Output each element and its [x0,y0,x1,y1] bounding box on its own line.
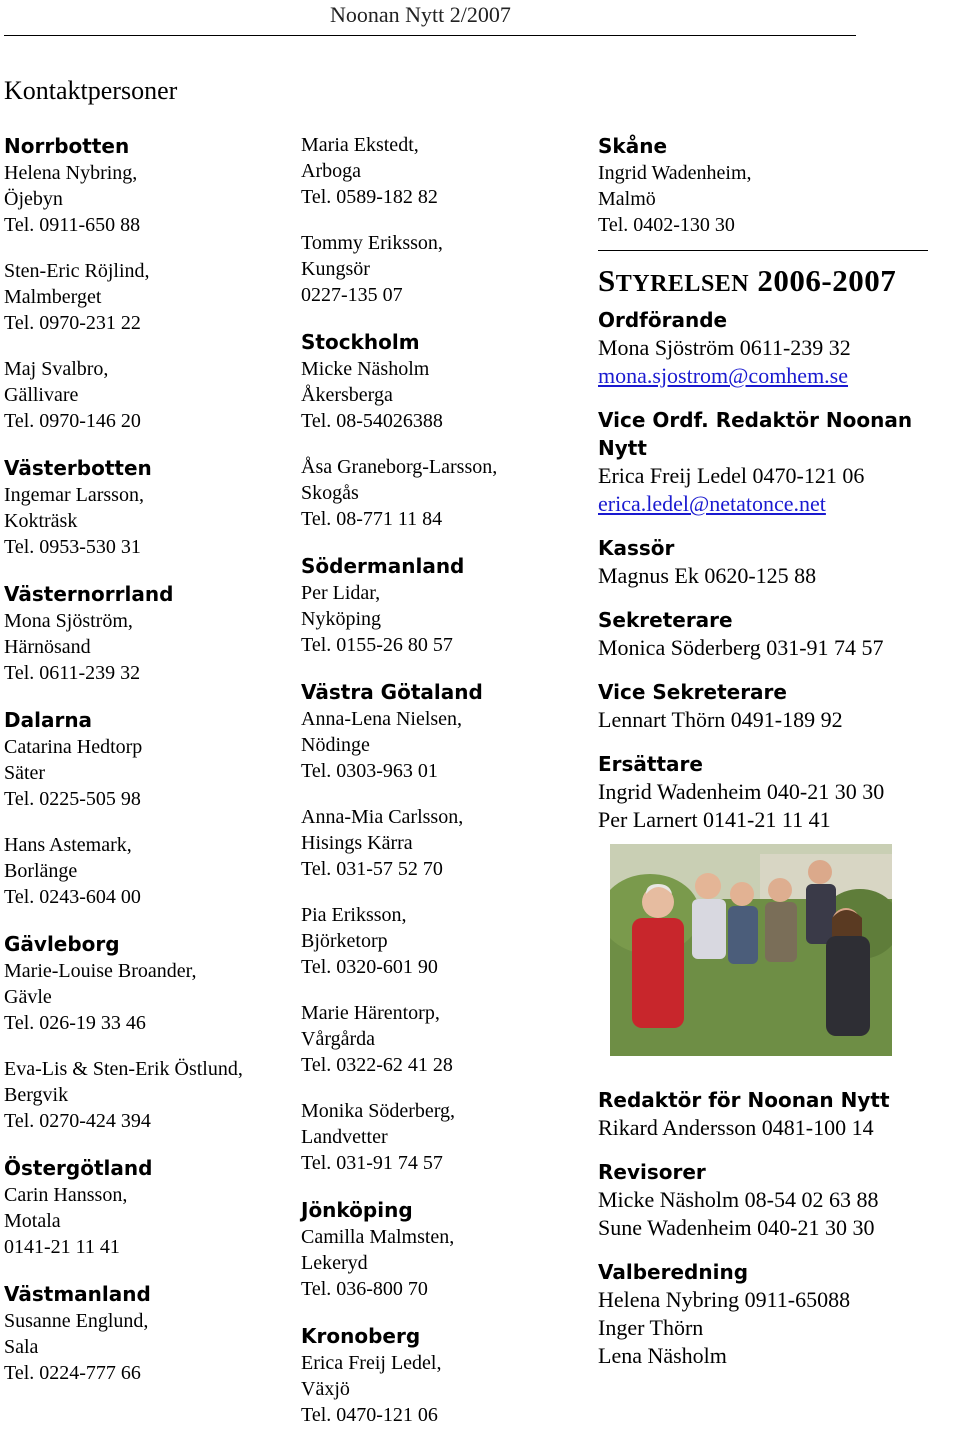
region-heading: Östergötland [4,1156,153,1180]
contact-line: Åkersberga [301,384,393,406]
contact-line: Erica Freij Ledel, [301,1352,442,1374]
board-role-title: Ordförande [598,308,728,332]
contact-line: 0227-135 07 [301,284,403,306]
contact-entry [301,552,591,658]
entry-spacer [4,1134,294,1154]
board-group-photo [610,844,892,1056]
contact-line: 0141-21 11 41 [4,1236,120,1258]
board-role-entry [598,1258,958,1370]
contact-entry [301,1098,591,1176]
region-heading: Jönköping [301,1198,413,1222]
board-role-title: Kassör [598,536,675,560]
region-heading: Gävleborg [4,932,120,956]
page-title: Kontaktpersoner [4,76,178,105]
contact-line: Camilla Malmsten, [301,1226,455,1248]
board-title-years: 2006-2007 [749,263,897,298]
region-heading: Skåne [598,134,668,158]
contact-line: Hans Astemark, [4,834,132,856]
board-member-line: Ingrid Wadenheim 040-21 30 30 [598,779,885,804]
contact-line: Tel. 026-19 33 46 [4,1012,146,1034]
contact-line: Nödinge [301,734,370,756]
contact-entry [4,706,294,812]
contact-line: Åsa Graneborg-Larsson, [301,456,498,478]
contact-line: Tel. 0470-121 06 [301,1404,438,1426]
contact-entry [4,1154,294,1260]
entry-spacer [301,532,591,552]
contact-line: Kokträsk [4,510,78,532]
contact-line: Carin Hansson, [4,1184,128,1206]
contact-line: Tel. 031-91 74 57 [301,1152,443,1174]
email-link[interactable]: mona.sjostrom@comhem.se [598,363,849,388]
entry-spacer [301,308,591,328]
contact-entry [301,132,591,210]
contact-line: Växjö [301,1378,350,1400]
contact-line: Tel. 08-54026388 [301,410,443,432]
contact-line: Tel. 0270-424 394 [4,1110,151,1132]
contact-line: Hisings Kärra [301,832,413,854]
board-role-title: Ersättare [598,752,703,776]
contact-entry [4,132,294,238]
board-role-title: Redaktör för Noonan Nytt [598,1088,890,1112]
contact-line: Maj Svalbro, [4,358,109,380]
board-member-line: Helena Nybring 0911-65088 [598,1287,851,1312]
board-title-caps: TYRELSEN [615,271,750,297]
contact-line: Tel. 0911-650 88 [4,214,141,236]
entry-spacer [301,658,591,678]
contact-line: Nyköping [301,608,381,630]
contact-line: Pia Eriksson, [301,904,407,926]
contact-line: Tommy Eriksson, [301,232,443,254]
region-heading: Kronoberg [301,1324,421,1348]
contact-line: Anna-Mia Carlsson, [301,806,464,828]
board-member-line: Inger Thörn [598,1315,704,1340]
contact-line: Tel. 0589-182 82 [301,186,438,208]
board-roles-extra [598,1086,958,1370]
board-divider [598,250,928,251]
contact-line: Mona Sjöström, [4,610,133,632]
contact-line: Tel. 0322-62 41 28 [301,1054,453,1076]
contact-line: Catarina Hedtorp [4,736,143,758]
entry-spacer [4,910,294,930]
board-member-line: Mona Sjöström 0611-239 32 [598,335,851,360]
contact-line: Tel. 0402-130 30 [598,214,735,236]
contact-line: Malmö [598,188,656,210]
contact-line: Tel. 0970-231 22 [4,312,141,334]
contact-line: Tel. 036-800 70 [301,1278,428,1300]
contact-line: Malmberget [4,286,102,308]
contact-entry [4,832,294,910]
entry-spacer [4,686,294,706]
board-role-entry [598,1158,958,1242]
board-role-entry [598,534,958,590]
contact-column-2 [301,132,591,1428]
contact-line: Lekeryd [301,1252,368,1274]
contact-entry [301,804,591,882]
contact-entry [301,328,591,434]
entry-spacer [301,784,591,804]
board-role-entry [598,678,958,734]
entry-spacer [4,336,294,356]
contact-line: Säter [4,762,46,784]
region-heading: Västernorrland [4,582,174,606]
contact-line: Tel. 0155-26 80 57 [301,634,453,656]
board-title [598,261,958,304]
contact-entry [4,580,294,686]
region-heading: Stockholm [301,330,420,354]
board-member-line: Magnus Ek 0620-125 88 [598,563,817,588]
page-header: Noonan Nytt 2/2007 [330,2,511,27]
contact-line: Sala [4,1336,39,1358]
board-role-title: Vice Sekreterare [598,680,787,704]
contact-entry [301,902,591,980]
entry-spacer [301,1078,591,1098]
contact-line: Helena Nybring, [4,162,138,184]
contact-entry [4,930,294,1036]
contact-line: Gällivare [4,384,79,406]
contact-line: Tel. 0224-777 66 [4,1362,141,1384]
board-member-line: Per Larnert 0141-21 11 41 [598,807,831,832]
contact-line: Björketorp [301,930,388,952]
contact-line: Ingemar Larsson, [4,484,144,506]
contact-entry [301,454,591,532]
board-member-line: Lennart Thörn 0491-189 92 [598,707,843,732]
board-member-line: Sune Wadenheim 040-21 30 30 [598,1215,875,1240]
entry-spacer [301,1176,591,1196]
contact-line: Öjebyn [4,188,63,210]
board-role-entry [598,306,958,390]
contact-line: Micke Näsholm [301,358,430,380]
contact-line: Bergvik [4,1084,69,1106]
board-member-line: Monica Söderberg 031-91 74 57 [598,635,884,660]
contact-line: Tel. 0970-146 20 [4,410,141,432]
contact-entry [301,230,591,308]
entry-spacer [4,1036,294,1056]
contact-line: Arboga [301,160,361,182]
contact-line: Motala [4,1210,61,1232]
board-title-initial: S [598,263,616,298]
contact-line: Tel. 0303-963 01 [301,760,438,782]
contact-line: Monika Söderberg, [301,1100,456,1122]
contact-line: Ingrid Wadenheim, [598,162,752,184]
email-link[interactable]: erica.ledel@netatonce.net [598,491,826,516]
entry-spacer [4,238,294,258]
region-heading: Norrbotten [4,134,130,158]
contact-entry [301,1322,591,1428]
entry-spacer [301,434,591,454]
contact-line: Tel. 08-771 11 84 [301,508,443,530]
board-roles [598,306,958,834]
contact-entry [4,1056,294,1134]
contact-line: Tel. 0243-604 00 [4,886,141,908]
board-role-entry [598,750,958,834]
entry-spacer [301,210,591,230]
board-role-entry [598,1086,958,1142]
contact-column-3 [598,132,958,1370]
entry-spacer [4,434,294,454]
board-role-entry [598,606,958,662]
contact-line: Landvetter [301,1126,388,1148]
contact-entry [4,258,294,336]
contact-entry [301,1196,591,1302]
contact-column-1 [4,132,294,1386]
region-heading: Västerbotten [4,456,152,480]
contact-line: Marie-Louise Broander, [4,960,197,982]
board-role-entry [598,406,958,518]
contact-entry-skane [598,132,958,238]
contact-line: Tel. 0225-505 98 [4,788,141,810]
region-heading: Västmanland [4,1282,151,1306]
group-photo-illustration [610,844,892,1056]
entry-spacer [301,980,591,1000]
contact-line: Susanne Englund, [4,1310,149,1332]
contact-line: Tel. 031-57 52 70 [301,858,443,880]
contact-line: Borlänge [4,860,78,882]
contact-line: Eva-Lis & Sten-Erik Östlund, [4,1058,243,1080]
contact-line: Kungsör [301,258,370,280]
contact-entry [4,454,294,560]
entry-spacer [4,1260,294,1280]
contact-entry [301,1000,591,1078]
contact-line: Tel. 0611-239 32 [4,662,141,684]
board-role-title: Vice Ordf. Redaktör Noonan Nytt [598,408,913,460]
board-role-title: Revisorer [598,1160,706,1184]
contact-line: Skogås [301,482,359,504]
entry-spacer [301,1302,591,1322]
entry-spacer [4,560,294,580]
contact-line: Sten-Eric Röjlind, [4,260,150,282]
contact-entry [4,1280,294,1386]
contact-line: Vårgårda [301,1028,376,1050]
contact-line: Härnösand [4,636,91,658]
contact-entry [301,678,591,784]
contact-line: Gävle [4,986,52,1008]
board-role-title: Sekreterare [598,608,733,632]
contact-entry [4,356,294,434]
board-member-line: Lena Näsholm [598,1343,727,1368]
board-role-title: Valberedning [598,1260,749,1284]
contact-line: Tel. 0320-601 90 [301,956,438,978]
header-rule [4,35,856,36]
contact-line: Marie Härentorp, [301,1002,440,1024]
board-member-line: Micke Näsholm 08-54 02 63 88 [598,1187,879,1212]
contact-line: Tel. 0953-530 31 [4,536,141,558]
entry-spacer [301,882,591,902]
contact-line: Anna-Lena Nielsen, [301,708,463,730]
region-heading: Västra Götaland [301,680,483,704]
contact-line: Per Lidar, [301,582,381,604]
board-member-line: Rikard Andersson 0481-100 14 [598,1115,874,1140]
contact-line: Maria Ekstedt, [301,134,419,156]
board-member-line: Erica Freij Ledel 0470-121 06 [598,463,865,488]
region-heading: Dalarna [4,708,93,732]
entry-spacer [4,812,294,832]
region-heading: Södermanland [301,554,465,578]
